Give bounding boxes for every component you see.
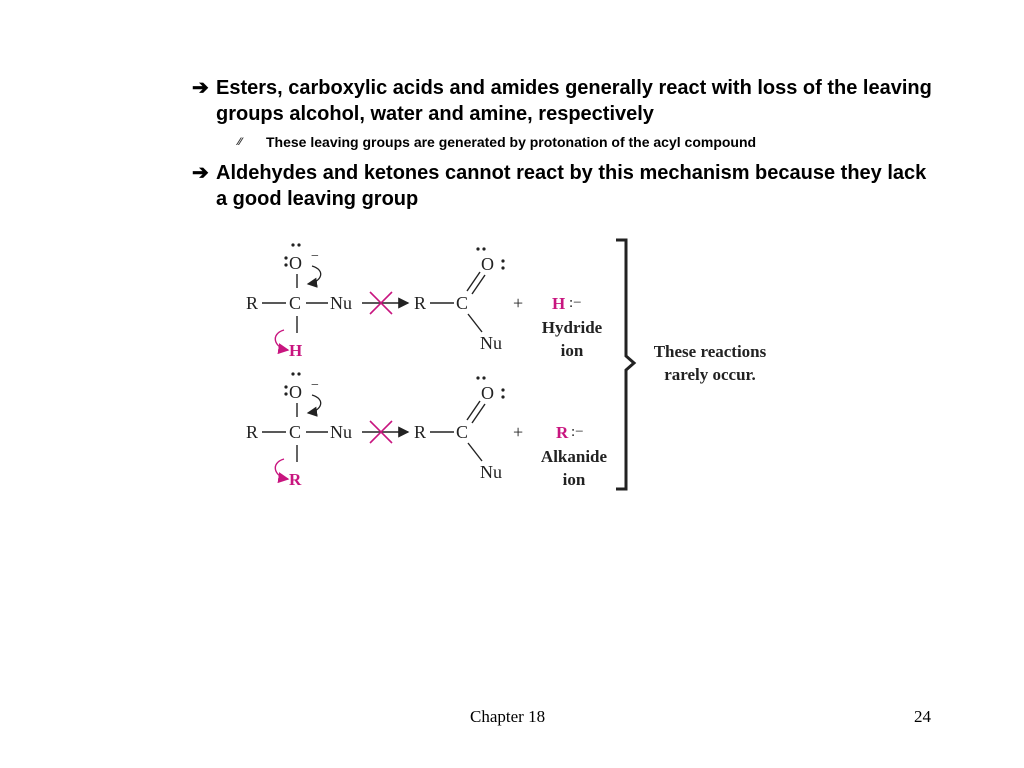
oxygen-atom: O [289, 253, 302, 273]
negative-charge: − [311, 378, 319, 393]
anion-name-line1: Alkanide [540, 447, 608, 466]
negative-charge: − [311, 249, 319, 264]
reaction-1 [246, 243, 603, 360]
reaction-diagram [240, 232, 800, 502]
bullet-text: Esters, carboxylic acids and amides generally react with loss of the leaving groups alcohol, water and amine, respectively [216, 77, 932, 125]
bullet-aldehydes [192, 160, 932, 212]
bullet-esters [192, 75, 932, 127]
hydride-charge: :− [569, 295, 582, 311]
carbon-atom: C [289, 422, 302, 442]
alkanide-charge: :− [571, 424, 584, 440]
anion-name-line2: ion [562, 470, 586, 489]
plus-sign: + [513, 422, 524, 442]
sub-bullet-marker-icon: ⁄⁄ [238, 136, 242, 148]
product-carbon: C [456, 293, 469, 313]
leaving-hydrogen: H [289, 341, 303, 360]
r-group: R [246, 422, 259, 442]
carbon-atom: C [289, 293, 302, 313]
product-oxygen: O [481, 254, 494, 274]
sub-bullet-protonation [238, 133, 756, 151]
footer-chapter: Chapter 18 [470, 707, 546, 726]
anion-name-line1: Hydride [541, 318, 603, 337]
nucleophile-group: Nu [330, 293, 352, 313]
plus-sign: + [513, 293, 524, 313]
product-r-group: R [414, 422, 427, 442]
bullet-text: Aldehydes and ketones cannot react by this mechanism because they lack a good leaving group [216, 162, 927, 210]
product-carbon: C [456, 422, 469, 442]
reaction-2 [246, 372, 608, 489]
product-nucleophile: Nu [480, 462, 502, 482]
product-r-group: R [414, 293, 427, 313]
r-group: R [246, 293, 259, 313]
page-number: 24 [914, 707, 931, 726]
arrow-bullet-icon: ➔ [192, 77, 209, 99]
leaving-alkyl: R [289, 470, 302, 489]
hydride-symbol: H [552, 294, 566, 313]
arrow-bullet-icon: ➔ [192, 162, 209, 184]
bracket-note-line1: These reactions [653, 342, 767, 361]
anion-name-line2: ion [560, 341, 584, 360]
oxygen-atom: O [289, 382, 302, 402]
right-bracket [616, 240, 634, 489]
product-oxygen: O [481, 383, 494, 403]
sub-bullet-text: These leaving groups are generated by protonation of the acyl compound [266, 134, 757, 150]
product-nucleophile: Nu [480, 333, 502, 353]
bracket-note-line2: rarely occur. [664, 365, 756, 384]
nucleophile-group: Nu [330, 422, 352, 442]
alkanide-symbol: R [556, 423, 569, 442]
